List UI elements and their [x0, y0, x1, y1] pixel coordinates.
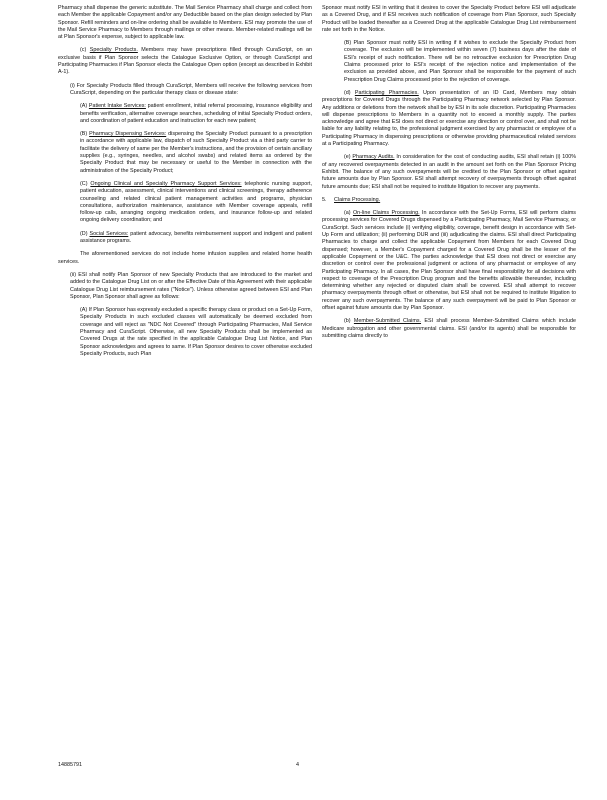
page-number: 4 — [296, 762, 299, 768]
item-label: (a) — [344, 210, 351, 217]
item-title: Ongoing Clinical and Specialty Pharmacy Support Services: — [90, 180, 242, 187]
subsection-curascript-services — [58, 83, 312, 98]
item-label: (B) — [344, 40, 352, 47]
item-label: (b) — [344, 318, 351, 325]
item-title: Member-Submitted Claims. — [353, 318, 422, 325]
right-column — [322, 5, 576, 346]
item-text: dispensing the Specialty Product pursuant to a prescription in accordance with applicable law, dispatch of such Specialty Product via a third party carrier to facilitate the delivery of same per the Member's instructions, and the provision of certain ancillary supplies (e.g., syringes, needles, and alcohol swabs) and related items as ordered by the Specialty Product that may be necessary or useful to the Member in connection with the administration of the Specialty Product; — [80, 131, 312, 174]
item-text: Members may have prescriptions filled through CuraScript, on an exclusive basis if Plan Sponsor selects the Catalogue Exclusive Option, or through CuraScript and Participating Pharmacies if Plan Sponsor elects the Catalogue Open option (except as described in Exhibit A-1). — [58, 47, 313, 76]
item-title: On-line Claims Processing. — [352, 210, 420, 217]
item-exclusion-notice — [322, 40, 576, 84]
document-id: 14885791 — [58, 762, 82, 768]
item-social-services — [58, 231, 312, 246]
item-excluded-classes — [58, 307, 312, 358]
item-text: If Plan Sponsor has expressly excluded a specific therapy class or product on a Set-Up Form, Specialty Products in such excluded classes will automatically be deemed excluded from coverage and will reject as "NDC Not Covered" through Participating Pharmacies, Mail Service Pharmacy and CuraScript. Otherwise, all new Specialty Products shall be implemented as Covered Drugs at the rate specified in the applicable Catalogue Drug List Notice, and Plan Sponsor acknowledges and agrees to same. If Plan Sponsor desires to cover otherwise excluded Specialty Products, such Plan — [80, 307, 312, 357]
item-text: For Specialty Products filled through CuraScript, Members will receive the following services from CuraScript, depending on the particular therapy class or disease state: — [70, 82, 312, 96]
item-title: Pharmacy Dispensing Services: — [89, 131, 167, 138]
section-member-submitted-claims — [322, 318, 576, 340]
paragraph-mail-service: Pharmacy shall dispense the generic substitute. The Mail Service Pharmacy shall charge and collect from each Member the applicable Copayment and/or any Deductible based on the plan design selected by Plan Sponsor. Refill reminders and on-line ordering shall be available to Members. ESI may promote the use of the Mail Service Pharmacy to Members through mailings or other means. Member-related mailings will be at Plan Sponsor's expense, subject to applicable law. — [58, 5, 312, 41]
section-pharmacy-audits — [322, 154, 576, 190]
item-label: (C) — [80, 180, 88, 187]
item-title: Participating Pharmacies. — [354, 89, 419, 96]
subsection-new-products — [58, 272, 312, 301]
item-label: (ii) — [70, 271, 76, 278]
section-online-claims — [322, 210, 576, 312]
item-label: (D) — [80, 230, 88, 237]
item-text: patient advocacy, benefits reimbursement support and indigent and patient assistance programs. — [80, 230, 313, 245]
item-title: Pharmacy Audits. — [352, 154, 395, 161]
section-specialty-products — [58, 47, 312, 76]
paragraph-exclusions: The aforementioned services do not include home infusion supplies and related home health services. — [58, 251, 312, 265]
section-title: Claims Processing. — [334, 196, 381, 203]
item-text: Plan Sponsor must notify ESI in writing if it wishes to exclude the Specialty Product from coverage. The exclusion will be implemented within seven (7) business days after the date of ESI's receipt of such notification. There will be no retroactive exclusion for Prescription Drug Claims processed prior to ESI's receipt of the rejection notice and implementation of the exclusion as provided above, and Plan Sponsor shall be responsible for the payment of such Prescription Drug Claims processed prior to the rejection of coverage. — [344, 40, 576, 83]
item-label: (i) — [70, 82, 75, 89]
paragraph-coverage-notice: Sponsor must notify ESI in writing that it desires to cover the Specialty Product before ESI will adjudicate as a Covered Drug, and if ESI receives such notification of coverage from Plan Sponsor, such Specialty Product will be loaded thereafter as a Covered Drug at the applicable Catalogue Drug List reimbursement rate set forth in the Notice. — [322, 5, 576, 33]
section-participating-pharmacies — [322, 90, 576, 148]
item-patient-intake — [58, 103, 312, 125]
item-label: (d) — [344, 89, 351, 96]
item-label: (c) — [80, 47, 87, 54]
item-title: Social Services: — [89, 230, 129, 237]
item-clinical-support — [58, 181, 312, 225]
item-text: ESI shall notify Plan Sponsor of new Specialty Products that are introduced to the market and added to the Catalogue Drug List on or after the Effective Date of this Agreement with their applicable Catalogue Drug List reimbursement rates ("Notice"). Unless otherwise agreed between ESI and Plan Sponsor, Plan Sponsor shall agree as follows: — [70, 271, 312, 300]
item-text: patient enrollment, initial referral processing, insurance eligibility and benefits verification, alternative coverage searches, scheduling of initial Specialty Product orders, and coordination of patient education and instruction for each new patient; — [80, 103, 312, 124]
item-title: Specialty Products. — [89, 47, 138, 54]
item-label: (e) — [344, 154, 351, 161]
section-number: 5. — [322, 196, 327, 203]
left-column — [58, 5, 312, 364]
item-text: telephonic nursing support, patient education, assessment, clinical interventions and clinical screenings, therapy adherence counseling and related clinical patient management activities and programs, physician consultations, authorization maintenance, assistance with Member coverage appeals, refill follow-up calls, arranging ongoing medication orders, and insurance follow-up and related ongoing delivery coordination; and — [80, 180, 312, 224]
heading-claims-processing — [322, 197, 576, 204]
item-label: (B) — [80, 131, 88, 138]
item-text: ESI shall process Member-Submitted Claims which include Medicare subrogation and other governmental claims. ESI (and/or its agents) shall be responsible for submitting claims directly to — [322, 318, 577, 339]
item-pharmacy-dispensing — [58, 131, 312, 175]
item-text: Upon presentation of an ID Card, Members may obtain prescriptions for Covered Drugs through the Participating Pharmacy network selected by Plan Sponsor. Any additions or deletions from the network shall be by ESI in its sole discretion. Participating Pharmacies will dispense prescriptions to Members in a quantity not to exceed a monthly supply. The parties acknowledge and agree that ESI does not direct or exercise any direction or control over, and shall not be liable for any liability relating to, the professional judgment exercised by any pharmacist or employee of a Participating Pharmacy in dispensing prescriptions or otherwise providing pharmaceutical related services at a Participating Pharmacy. — [322, 89, 577, 148]
item-title: Patient Intake Services: — [88, 103, 146, 110]
item-text: In accordance with the Set-Up Forms, ESI will perform claims processing services for Covered Drugs dispensed by a Participating Pharmacy, Mail Service Pharmacy, or CuraScript. Such services include (i) verifying eligibility, coverage, benefit design in accordance with Set-Up Form and utilization; (ii) performing DUR and (iii) adjudicating the claims. ESI shall direct Participating Pharmacies to charge and collect the applicable Copayment from Members for each Covered Drug dispensed; however, a Member's Copayment charged for a Covered Drug shall be the lesser of the applicable Copayment or the U&C. The parties acknowledge that ESI does not direct or exercise any discretion or control over the professional judgment or actions of any pharmacist or employee of any Participating Pharmacy. In all cases, the Plan Sponsor shall have final responsibility for all decisions with respect to coverage of the Prescription Drug program and the benefits allowable thereunder, including determining whether any rejected or disputed claim shall be covered. ESI shall attempt to recover pharmacy overpayments through offset or otherwise, but ESI shall not be required to institute litigation to recover any such overpayments. The balance of any such overpayment will be paid to Plan Sponsor or offset against future amounts due by Plan Sponsor. — [322, 210, 577, 311]
item-label: (A) — [80, 307, 88, 314]
item-text: In consideration for the cost of conducting audits, ESI shall retain (i) 100% of any recovered overpayments detected in an audit in the amount set forth on the Plan Sponsor Pricing Exhibit. The balance of any such overpayments will be credited to the Plan Sponsor or offset against future amounts due by Plan Sponsor. ESI shall attempt recovery of overpayments through offset against future amounts due; ESI shall not be required to institute litigation to recover any payments. — [322, 154, 576, 190]
item-label: (A) — [80, 103, 88, 110]
